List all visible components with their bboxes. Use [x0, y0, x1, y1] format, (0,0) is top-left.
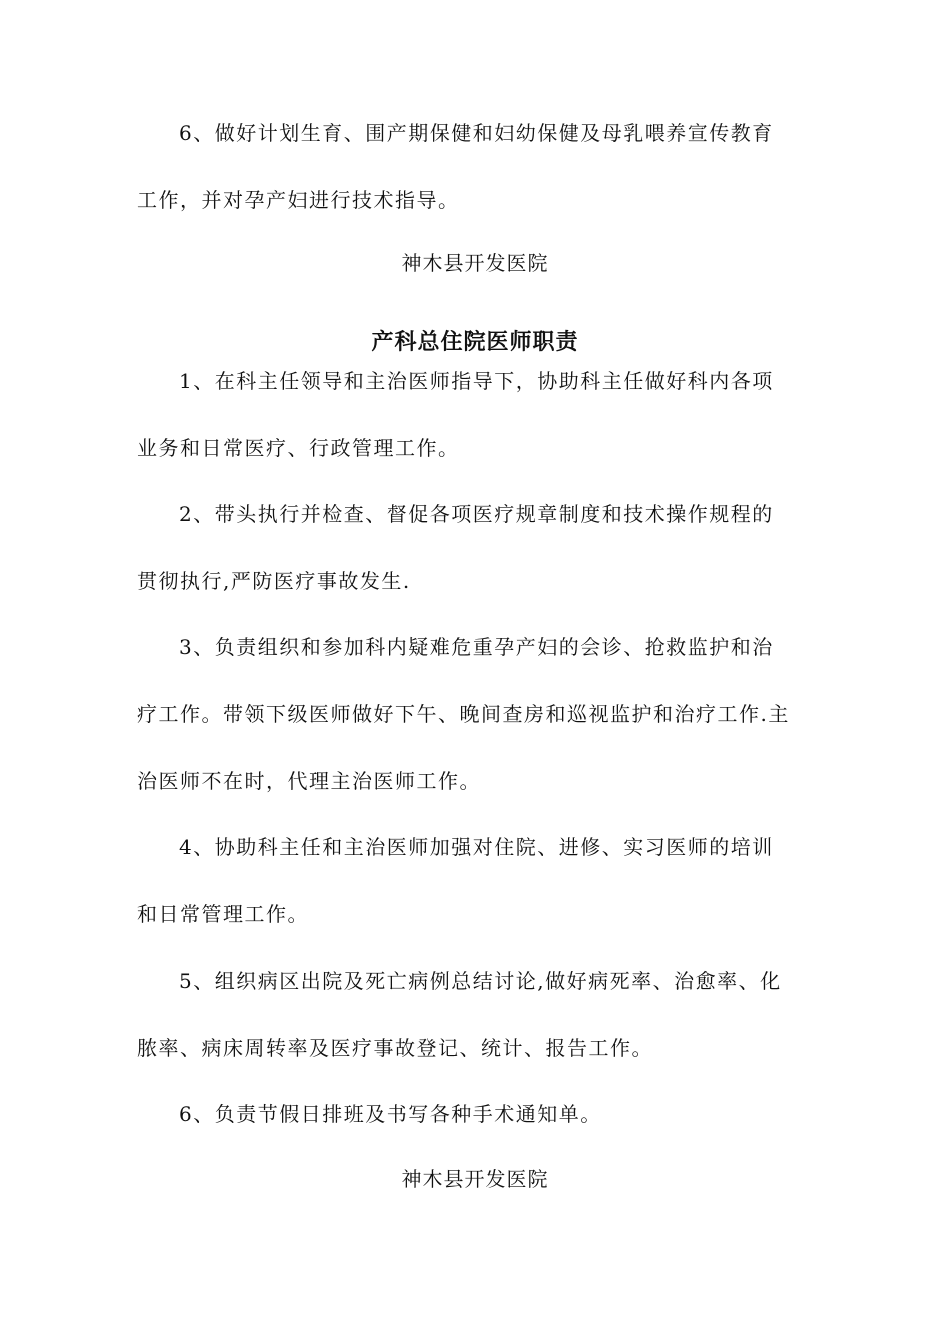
hospital-signature: 神木县开发医院 [401, 1167, 549, 1191]
paragraph-line: 业务和日常医疗、行政管理工作。 [137, 436, 460, 460]
paragraph-line: 治医师不在时，代理主治医师工作。 [137, 769, 481, 793]
paragraph-line: 1、在科主任领导和主治医师指导下，协助科主任做好科内各项 [179, 369, 774, 393]
paragraph-line: 和日常管理工作。 [137, 902, 309, 926]
paragraph-line: 4、协助科主任和主治医师加强对住院、进修、实习医师的培训 [179, 835, 774, 859]
paragraph-line: 贯彻执行,严防医疗事故发生. [137, 569, 411, 593]
paragraph-line: 2、带头执行并检查、督促各项医疗规章制度和技术操作规程的 [179, 502, 774, 526]
paragraph-line: 5、组织病区出院及死亡病例总结讨论,做好病死率、治愈率、化 [179, 969, 782, 993]
hospital-signature: 神木县开发医院 [401, 251, 549, 275]
paragraph-line: 3、负责组织和参加科内疑难危重孕产妇的会诊、抢救监护和治 [179, 635, 774, 659]
paragraph-line: 工作，并对孕产妇进行技术指导。 [137, 188, 460, 212]
paragraph-line: 6、负责节假日排班及书写各种手术通知单。 [179, 1102, 602, 1126]
paragraph-line: 6、做好计划生育、围产期保健和妇幼保健及母乳喂养宣传教育 [179, 121, 774, 145]
paragraph-line: 疗工作。带领下级医师做好下午、晚间查房和巡视监护和治疗工作.主 [137, 702, 790, 726]
section-title: 产科总住院医师职责 [371, 329, 579, 355]
paragraph-line: 脓率、病床周转率及医疗事故登记、统计、报告工作。 [137, 1036, 653, 1060]
